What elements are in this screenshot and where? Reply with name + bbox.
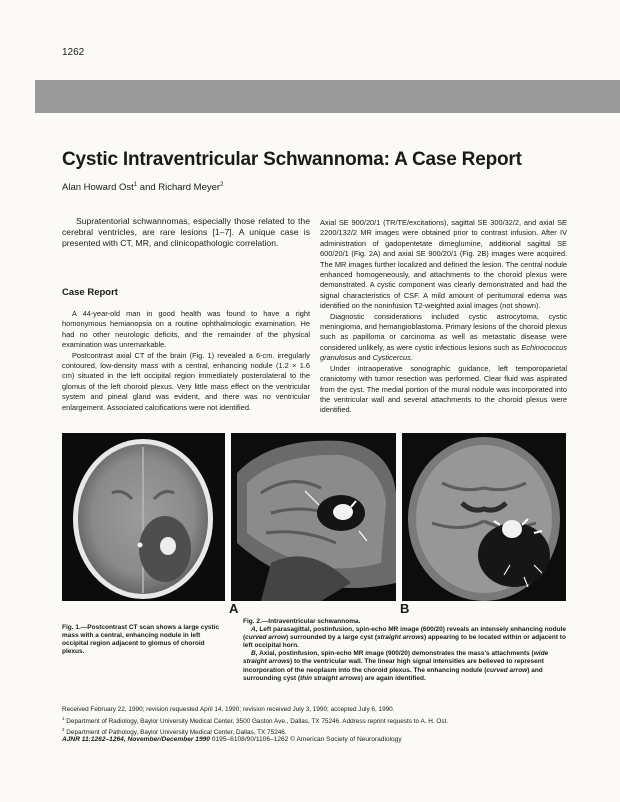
footnote-2: $^2$ Department of Pathology, Baylor University Medical Center, Dallas, TX 75246.: [62, 727, 287, 737]
received-dates: Received February 22, 1990; revision requested April 14, 1990; revision received July 3, 1990; accepted July 6, 1990.: [62, 706, 395, 713]
figure-1-caption: Fig. 1.—Postcontrast CT scan shows a large cystic mass with a central, enhancing nodule in left occipital region adjacent to glomus of choroid plexus.: [62, 624, 220, 656]
footnote-1: $^1$ Department of Radiology, Baylor University Medical Center, 3500 Gaston Ave., Dallas, TX 75246. Address reprint requests to A. H. Ost.: [62, 715, 449, 725]
figure-1-ct-image: [62, 433, 225, 601]
author-footnote-mark: 1: [133, 182, 138, 188]
author-footnote-mark: 2: [220, 182, 224, 188]
copyright: 0195–6108/90/1106–1262 © American Society of Neuroradiology: [211, 736, 402, 743]
paragraph: Diagnostic considerations included cystic astrocytoma, cystic meningioma, and hemangioblastoma. Primary lesions of the choroid plexus such as papilloma or carcinoma as well as metastatic disease were considered unlikely, as were cystic infectious lesions such as Echinococcus granulosus and Cysticercus.: [320, 311, 567, 363]
left-column: [62, 309, 310, 413]
paragraph: Under intraoperative sonographic guidance, left temporoparietal craniotomy with tumor resection was performed. Clear fluid was aspirated from the cyst. The medial portion of the mural nodule was incorporated into the ventricular wall and several attachments to the choroid plexus were identified.: [320, 363, 567, 415]
journal-reference: AJNR 11:1262–1264, November/December 1990: [62, 736, 210, 743]
article-title: Cystic Intraventricular Schwannoma: A Case Report: [62, 149, 522, 170]
footnotes: [62, 706, 562, 738]
caption-label: Fig. 1.: [62, 624, 81, 631]
figure-2-caption: Fig. 2.—Intraventricular schwannoma. A, Left parasagittal, postinfusion, spin-echo MR image (600/20) reveals an intensely enhancing nodule (curved arrow) surrounded by a large cyst (straight arrows) appearing to be located within or adjacent to left occipital horn. B, Axial, postinfusion, spin-echo MR image (900/20) demonstrates the mass's attachments (wide straight arrows) to the ventricular wall. The linear high signal intensities are believed to represent incorporation of the neoplasm into the choroid plexus. The enhancing nodule (curved arrow) and surrounding cyst (thin straight arrows) are again identified.: [243, 618, 566, 682]
page-number: 1262: [62, 47, 85, 58]
figure-2b-axial-mr-image: [402, 433, 566, 601]
paragraph: A 44-year-old man in good health was found to have a right homonymous hemianopsia on a routine ophthalmologic examination. He had no other neurologic deficits, and the remainder of the physical examination was unremarkable.: [62, 309, 310, 350]
paragraph: Axial SE 900/20/1 (TR/TE/excitations), sagittal SE 300/32/2, and axial SE 2200/132/2 MR images were obtained prior to contrast infusion. After IV administration of gadopentetate dimeglumine, additional sagittal SE 600/20/1 (Fig. 2A) and axial SE 900/20/1 (Fig. 2B) images were acquired. The MR images further localized and defined the lesion. The central nodule enhanced homogeneously, and attachments to the choroid plexus were demonstrated. A cystic component was clearly demonstrated and had the signal characteristics of CSF. A mild amount of peritumoral edema was identified on the noninfusion T2-weighted axial images (not shown).: [320, 218, 567, 311]
author-name: Alan Howard Ost: [62, 182, 134, 194]
right-column: [320, 218, 567, 416]
abstract: Supratentorial schwannomas, especially those related to the cerebral ventricles, are rare lesions [1–7]. A unique case is presented with CT, MR, and clinicopathologic correlation.: [62, 216, 310, 249]
caption-label: Fig. 2.: [243, 618, 262, 625]
figure-letter-b: B: [400, 601, 410, 616]
paragraph: Postcontrast axial CT of the brain (Fig. 1) revealed a 6-cm. irregularly contoured, low-density mass with a central, enhancing nodule (1.2 × 1.6 cm) situated in the left occipital region immediately posterolateral to the glomus of the left choroid plexus. Very little mass effect on the ventricular system and pineal gland was evident, and there was no ventricular enlargement. Associated calcifications were not identified.: [62, 350, 310, 412]
author-name: Richard Meyer: [158, 182, 221, 194]
authors-joiner: and: [139, 182, 156, 194]
header-band: [35, 80, 620, 113]
section-heading: Case Report: [62, 287, 118, 298]
journal-citation: [62, 736, 402, 743]
figure-letter-a: A: [229, 601, 239, 616]
figure-2a-sagittal-mr-image: [231, 433, 396, 601]
author-line: [62, 182, 223, 193]
